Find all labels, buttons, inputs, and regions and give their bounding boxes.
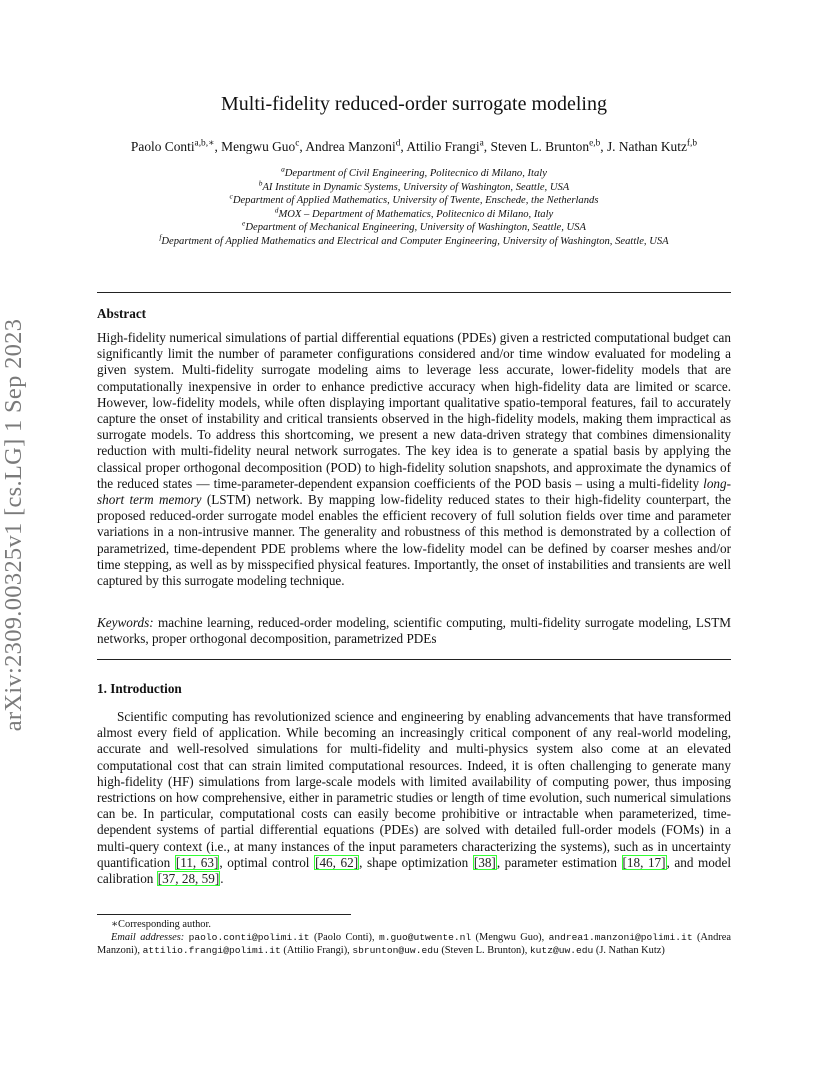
author: Mengwu Guo$^c$ [221, 138, 300, 154]
affiliation: $^c$Department of Applied Mathematics, University of Twente, Enschede, the Netherlands [229, 191, 599, 207]
email-link[interactable]: andrea1.manzoni@polimi.it [548, 932, 693, 944]
citation-link[interactable]: [11, 63] [175, 854, 219, 870]
author: J. Nathan Kutz$^{f,b}$ [606, 138, 698, 154]
author: Steven L. Brunton$^{e,b}$ [490, 138, 601, 154]
paper-title: Multi-fidelity reduced-order surrogate modeling [221, 93, 607, 115]
email-addresses: Email addresses: paolo.conti@polimi.it (Paolo Conti), m.guo@utwente.nl (Mengwu Guo), andrea1.manzoni@polimi.it (Andrea Manzoni), attilio.frangi@polimi.it (Attilio Frangi), sbrunton@uw.edu (Steven L. Brunton), kutz@uw.edu (J. Nathan Kutz) [97, 932, 731, 957]
citation-link[interactable]: [37, 28, 59] [157, 871, 220, 887]
affiliation: $^a$Department of Civil Engineering, Politecnico di Milano, Italy [281, 164, 547, 179]
email-link[interactable]: m.guo@utwente.nl [379, 932, 472, 944]
abstract-bottom-rule [97, 659, 731, 660]
arxiv-identifier-stamp[interactable]: arXiv:2309.00325v1 [cs.LG] 1 Sep 2023 [0, 318, 27, 732]
email-link[interactable]: attilio.frangi@polimi.it [142, 945, 281, 957]
abstract-heading: Abstract [97, 306, 147, 321]
citation-link[interactable]: [18, 17] [622, 854, 666, 870]
author: Attilio Frangi$^a$ [406, 138, 484, 154]
keywords: Keywords: machine learning, reduced-order modeling, scientific computing, multi-fidelity surrogate modeling, LSTM networks, proper orthogonal decomposition, parametrized PDEs [97, 615, 731, 647]
affiliation: $^d$MOX – Department of Mathematics, Politecnico di Milano, Italy [274, 205, 554, 220]
footnote [97, 918, 731, 958]
corresponding-author-note: ∗Corresponding author. [111, 919, 211, 930]
affiliation: $^b$AI Institute in Dynamic Systems, University of Washington, Seattle, USA [258, 178, 570, 193]
affiliations [0, 164, 828, 249]
email-link[interactable]: paolo.conti@polimi.it [188, 932, 310, 944]
keywords-label: Keywords: [97, 615, 154, 630]
affiliation: $^e$Department of Mechanical Engineering, University of Washington, Seattle, USA [242, 218, 586, 234]
section-heading-introduction: 1. Introduction [97, 681, 182, 696]
email-link[interactable]: sbrunton@uw.edu [352, 945, 439, 957]
citation-link[interactable]: [46, 62] [315, 854, 359, 870]
affiliation: $^f$Department of Applied Mathematics and Electrical and Computer Engineering, University of Washington, Seattle, USA [159, 232, 669, 247]
author-list: Paolo Conti$^{a,b,∗}$, Mengwu Guo$^c$, Andrea Manzoni$^d$, Attilio Frangi$^a$, Steven L. Brunton$^{e,b}$, J. Nathan Kutz$^{f,b}$ [130, 138, 698, 154]
abstract-top-rule [97, 292, 731, 293]
introduction-paragraph: Scientific computing has revolutionized science and engineering by enabling advancements that have transformed almost every field of application. While becoming an increasingly critical component of any real-world modeling, accurate and well-resolved simulations for multi-fidelity and multi-physics system also come at an elevated computational cost that can strain limited computational resources. Indeed, it is often challenging to generate many high-fidelity (HF) simulations from large-scale models with limited availability of computing power, thus imposing restrictions on how comprehensive, either in parametric studies or length of time evolution, such numerical simulations can be. In particular, computational costs can easily become prohibitive or intractable when parameterized, time-dependent systems of partial differential equations (PDEs) are solved with detailed full-order models (FOMs) in a multi-query context (i.e., at many instances of the input parameters characterizing the systems), such as in uncertainty quantification [11, 63], optimal control [46, 62], shape optimization [38], parameter estimation [18, 17], and model calibration [37, 28, 59]. [97, 709, 732, 887]
abstract-body: High-fidelity numerical simulations of partial differential equations (PDEs) given a restricted computational budget can significantly limit the number of parameter configurations considered and/or time window evaluated for modeling a given system. Multi-fidelity surrogate modeling aims to leverage less accurate, lower-fidelity models that are computationally inexpensive in order to enhance predictive accuracy when high-fidelity data are limited or scarce. However, low-fidelity models, while often displaying important qualitative spatio-temporal features, fail to accurately capture the onset of instability and critical transients observed in the high-fidelity models, making them impractical as surrogate models. To address this shortcoming, we present a new data-driven strategy that combines dimensionality reduction with multi-fidelity neural network surrogates. The key idea is to generate a spatial basis by applying the classical proper orthogonal decomposition (POD) to high-fidelity solution snapshots, and approximate the dynamics of the reduced states — time-parameter-dependent expansion coefficients of the POD basis – using a multi-fidelity long-short term memory (LSTM) network. By mapping low-fidelity reduced states to their high-fidelity counterpart, the proposed reduced-order surrogate model enables the efficient recovery of full solution fields over time and parameter variations in a non-intrusive manner. The generality and robustness of this method is demonstrated by a collection of parametrized, time-dependent PDE problems where the low-fidelity model can be defined by coarser meshes and/or time stepping, as well as by misspecified physical features. Importantly, the onset of instabilities and transients are well captured by this surrogate modeling technique. [97, 330, 731, 589]
author: Andrea Manzoni$^d$ [305, 138, 401, 154]
email-link[interactable]: kutz@uw.edu [529, 945, 594, 957]
citation-link[interactable]: [38] [473, 854, 496, 870]
footnote-rule [97, 914, 351, 915]
author: Paolo Conti$^{a,b,∗}$ [130, 138, 215, 154]
